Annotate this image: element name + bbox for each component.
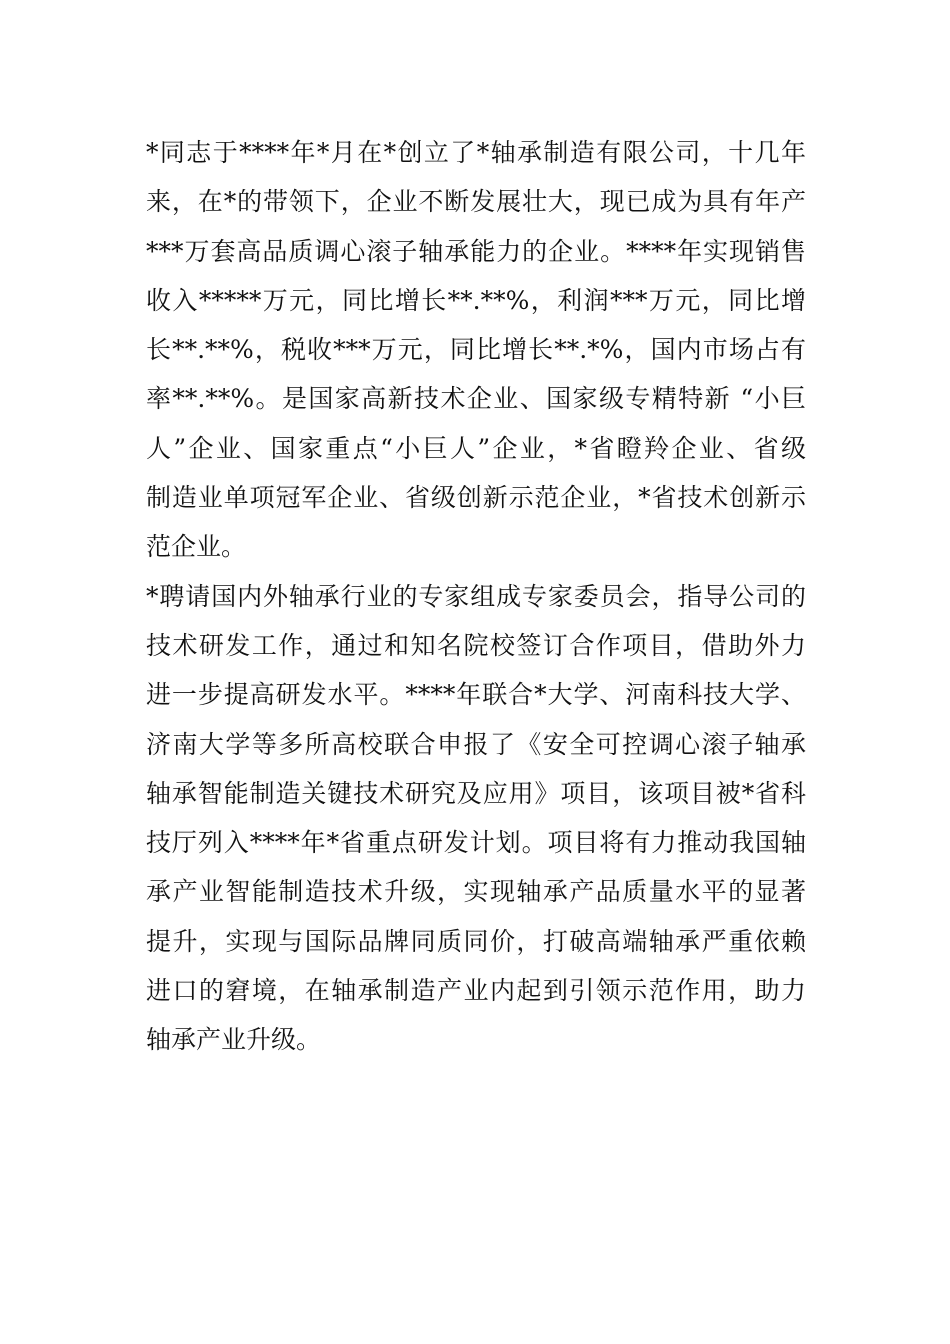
text-line: 进口的窘境，在轴承制造产业内起到引领示范作用，助力 xyxy=(146,976,806,1006)
text-line: 制造业单项冠军企业、省级创新示范企业，*省技术创新示 xyxy=(146,483,806,513)
text-line: 承产业智能制造技术升级，实现轴承产品质量水平的显著 xyxy=(146,877,806,907)
text-line: *聘请国内外轴承行业的专家组成专家委员会，指导公司的 xyxy=(146,581,806,611)
text-line: 收入*****万元，同比增长**.**%，利润***万元，同比增 xyxy=(146,285,806,315)
text-line: *同志于****年*月在*创立了*轴承制造有限公司，十几年 xyxy=(146,138,806,167)
text-line: 技术研发工作，通过和知名院校签订合作项目，借助外力 xyxy=(146,630,806,660)
text-line: 提升，实现与国际品牌同质同价，打破高端轴承严重依赖 xyxy=(146,926,806,956)
text-line: 轴承智能制造关键技术研究及应用》项目，该项目被*省科 xyxy=(146,778,806,808)
text-line: 率**.**%。是国家高新技术企业、国家级专精特新 “小巨 xyxy=(146,384,806,414)
text-line: ***万套高品质调心滚子轴承能力的企业。****年实现销售 xyxy=(146,236,806,266)
text-line: 来，在*的带领下，企业不断发展壮大，现已成为具有年产 xyxy=(146,187,806,217)
text-line: 人”企业、国家重点“小巨人”企业，*省瞪羚企业、省级 xyxy=(146,433,806,463)
text-line: 轴承产业升级。 xyxy=(146,1025,322,1055)
text-line: 技厅列入****年*省重点研发计划。项目将有力推动我国轴 xyxy=(146,828,806,858)
paragraph-research-cooperation xyxy=(146,572,806,1065)
text-line: 范企业。 xyxy=(146,532,247,562)
text-line: 进一步提高研发水平。****年联合*大学、河南科技大学、 xyxy=(146,680,806,710)
text-line: 长**.**%，税收***万元，同比增长**.*%，国内市场占有 xyxy=(146,335,806,365)
text-line: 济南大学等多所高校联合申报了《安全可控调心滚子轴承 xyxy=(146,729,806,759)
document-body xyxy=(146,128,806,1065)
paragraph-company-profile xyxy=(146,128,806,572)
